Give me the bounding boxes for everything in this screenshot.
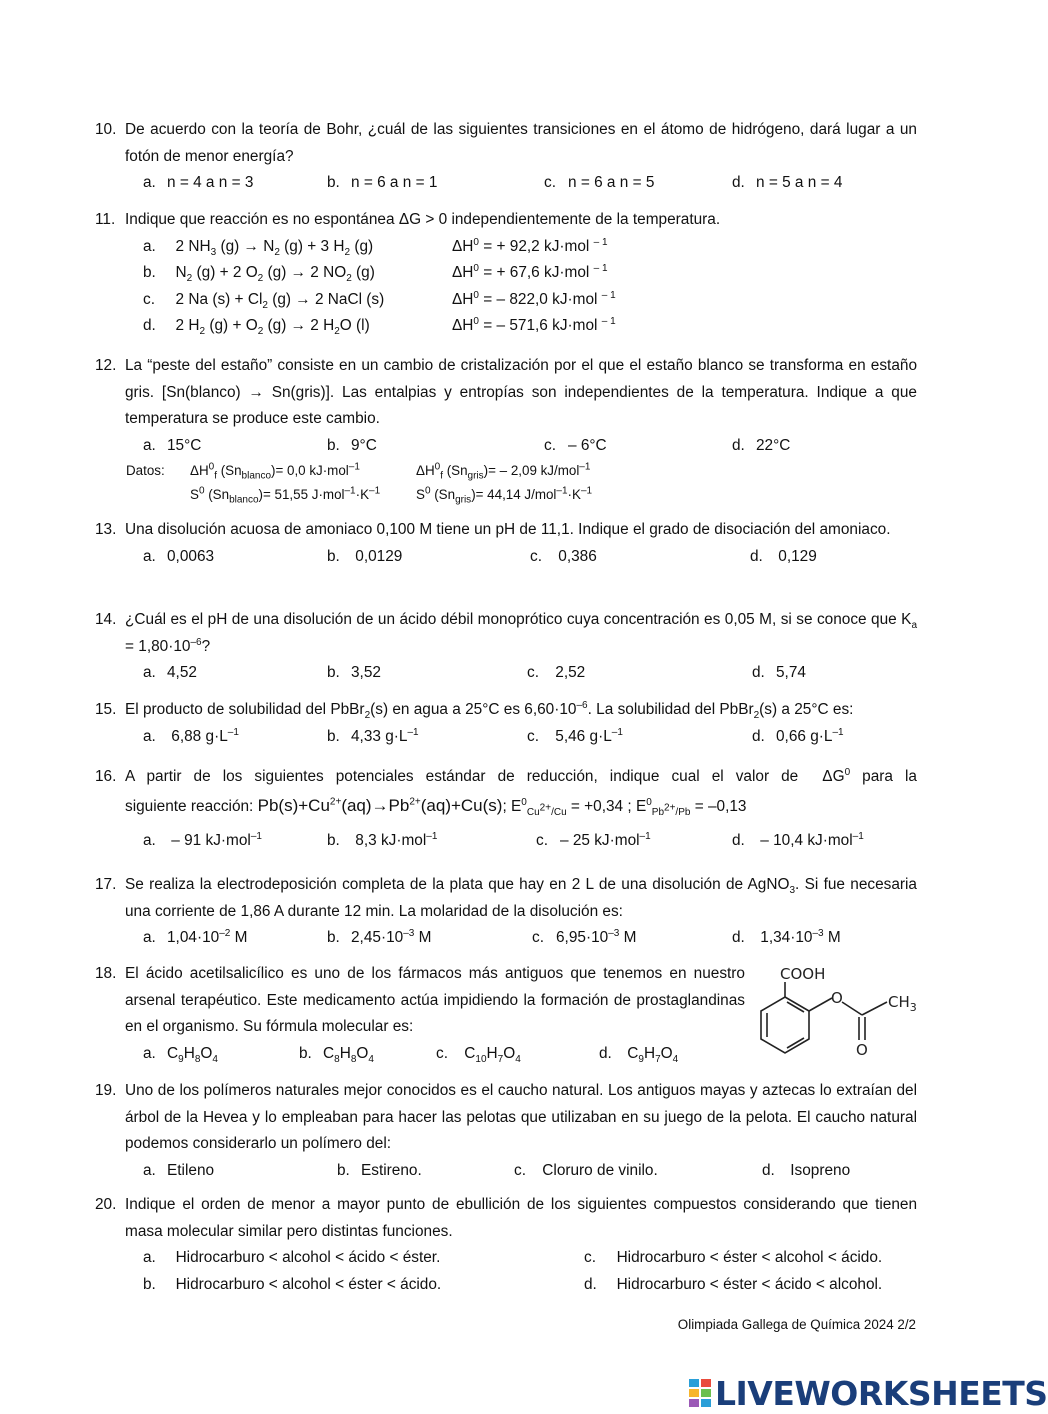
option-d[interactable]: d. $1,34\cdot 10^{-3}$ M [732,927,841,946]
liveworksheets-logo [689,1373,1048,1413]
page-footer: Olimpiada Gallega de Química 2024 2/2 [677,1317,916,1332]
option-b[interactable]: b. Estireno. [337,1161,422,1179]
question-number: 18. [95,965,117,982]
option-d[interactable]: d. 2 $H_2$ $(g) + O_2$ (g) → 2 $H_2O$ (l) $\Delta H^0$ = – 571,6 kJ·mol $^{- 1}$ [143,315,616,338]
question-13 [95,517,917,570]
option-a[interactable]: a. 0,0063 [143,547,215,565]
option-c[interactable]: c. n = 6 a n = 5 [544,174,655,191]
question-text: De acuerdo con la teoría de Bohr, ¿cuál de las siguientes transiciones en el átomo de hidrógeno, dará lugar a un fotón de menor energía? [125,121,917,165]
question-12 [95,353,917,507]
option-c[interactable]: c. 2,52 [527,664,586,681]
option-a[interactable]: a. 2 $NH_3$ $(g) \to N_2$ (g) + 3 $H_2$ (g) $\Delta H^0$ = + 92,2 kJ·mol $^{- 1}$ [143,236,608,258]
option-d[interactable]: d. $C_9H_7O_4$ [599,1044,679,1065]
question-number: 14. [95,611,117,628]
option-d[interactable]: d. 22°C [732,436,791,454]
datos-label: Datos: [126,463,165,478]
option-c[interactable]: c. – 6°C [544,436,607,454]
question-text: La “peste del estaño” consiste en un cambio de cristalización por el que el estaño blanco se transforma en estaño gris. [Sn(blanco) → Sn(gris)]. Las entalpias y entropías son independientes de la temperatura. Indique a que temperatura se produce este cambio. [125,357,917,427]
option-c[interactable]: c. $C_{10}H_7O_4$ [436,1044,521,1065]
option-b[interactable]: b. 0,0129 [327,547,403,565]
question-number: 12. [95,357,117,374]
logo-icon [689,1379,711,1407]
question-text: Una disolución acuosa de amoniaco 0,100 M tiene un pH de 11,1. Indique el grado de disociación del amoniaco. [125,521,891,538]
option-a[interactable]: a. n = 4 a n = 3 [143,174,254,191]
question-text: El producto de solubilidad del PbBr$_2$(s) en agua a 25°C es $6,60\cdot 10^{-6}$. La solubilidad del PbBr$_2$(s) a 25°C es: [125,699,854,722]
question-text: Indique que reacción es no espontánea ΔG > 0 independientemente de la temperatura. [125,211,721,228]
ch3-label: $CH_3$ [888,993,917,1014]
option-a[interactable]: a. – 91 kJ·mol$^{-1}$ [143,830,262,849]
h-gris: $\Delta H^0_f$ $(Sn_{gris})= - 2,09$ kJ/mol$^{-1}$ [416,461,591,482]
option-a[interactable]: a. 6,88 $g\cdot L^{-1}$ [143,726,239,745]
question-number: 20. [95,1196,117,1213]
question-14 [95,607,917,687]
question-17 [95,872,917,952]
option-b[interactable]: b. 3,52 [327,664,381,681]
option-d[interactable]: d. 5,74 [752,664,806,681]
option-a[interactable]: a. 15°C [143,436,202,454]
option-b[interactable]: b. n = 6 a n = 1 [327,174,438,191]
option-d[interactable]: d. – 10,4 kJ·mol$^{-1}$ [732,830,864,849]
question-11 [95,207,917,340]
option-d[interactable]: d. Hidrocarburo < éster < ácido < alcohol. [584,1275,883,1293]
question-10 [95,117,917,197]
option-c[interactable]: c. – 25 kJ·mol$^{-1}$ [536,830,651,849]
question-number: 17. [95,876,117,893]
question-16 [95,764,917,854]
question-20 [95,1192,917,1298]
data-block [95,459,917,507]
option-b[interactable]: b. 8,3 kJ·mol$^{-1}$ [327,830,438,849]
option-a[interactable]: a. Etileno [143,1161,215,1179]
question-number: 15. [95,701,117,718]
option-d[interactable]: d. 0,129 [750,547,817,565]
option-b[interactable]: b. $2,45\cdot 10^{-3}$ M [327,927,432,946]
option-c[interactable]: c. Cloruro de vinilo. [514,1161,658,1179]
option-b[interactable]: b. 9°C [327,436,377,454]
option-b[interactable]: b. Hidrocarburo < alcohol < éster < ácido. [143,1275,442,1293]
option-a[interactable]: a. $C_9H_8O_4$ [143,1044,218,1065]
question-text: El ácido acetilsalicílico es uno de los fármacos más antiguos que tenemos en nuestro arsenal terapéutico. Este medicamento actúa impidiendo la formación de prostaglandinas en el organismo. Su fórmula molecular es: [125,965,745,1035]
option-b[interactable]: b. $C_8H_8O_4$ [299,1044,374,1065]
carbonyl-oxygen-label: O [856,1041,868,1059]
question-text: A partir de los siguientes potenciales estándar de reducción, indique cual el valor de $\Delta G^0$ para la [125,766,917,785]
s-gris: $S^0$ $(Sn_{gris})= 44,14$ $J/mol^{-1}\cdot K^{-1}$ [416,485,593,506]
option-c[interactable]: c. 0,386 [530,547,597,565]
aspirin-structure-diagram [752,962,922,1062]
question-number: 11. [95,211,116,228]
cooh-label: COOH [780,965,826,983]
option-c[interactable]: c. Hidrocarburo < éster < alcohol < ácido. [584,1249,883,1266]
option-c[interactable]: c. $6,95\cdot 10^{-3}$ M [532,927,637,946]
brand-text: LIVEWORKSHEETS [715,1373,1048,1413]
option-a[interactable]: a. 4,52 [143,664,197,681]
s-blanco: $S^0$ $(Sn_{blanco})= 51,55$ $J\cdot mol^{-1}\cdot K^{-1}$ [190,485,381,506]
question-text: Uno de los polímeros naturales mejor conocidos es el caucho natural. Los antiguos mayas y aztecas lo extraían del árbol de la Hevea y lo empleaban para hacer las pelotas que utilizaban en su juego de la pelota. El caucho natural podemos considerarlo un polímero del: [125,1082,917,1152]
question-reaction: siguiente reacción: $Pb(s)+Cu^{2+}(aq)\to Pb^{2+}(aq)+Cu(s)$; $E^0_{Cu^{2+}/Cu} = +0,34$ ; $E^0_{Pb^{2+}/Pb} = -0,13$ [125,795,747,818]
ester-oxygen-label: O [831,989,843,1007]
question-number: 13. [95,521,117,538]
option-b[interactable]: b. $N_2$ (g) + 2 $O_2$ (g) → 2 $NO_2$ (g) $\Delta H^0$ = + 67,6 kJ·mol $^{- 1}$ [143,262,608,285]
option-b[interactable]: b. 4,33 $g\cdot L^{-1}$ [327,726,419,745]
question-19 [95,1078,917,1184]
question-number: 19. [95,1082,117,1099]
option-d[interactable]: d. 0,66 $g\cdot L^{-1}$ [752,726,844,745]
question-text: ¿Cuál es el pH de una disolución de un ácido débil monoprótico cuya concentración es 0,05 M, si se conoce que $K_a = 1,80\cdot 10^{-6}$? [125,611,917,655]
question-text: Se realiza la electrodeposición completa de la plata que hay en 2 L de una disolución de AgNO$_3$. Si fue necesaria una corriente de 1,86 A durante 12 min. La molaridad de la disolución es: [125,876,917,920]
question-15 [95,697,917,750]
question-number: 10. [95,121,117,138]
question-number: 16. [95,768,117,785]
option-d[interactable]: d. Isopreno [762,1161,851,1179]
option-a[interactable]: a. $1,04\cdot 10^{-2}$ M [143,927,248,946]
option-c[interactable]: c. 5,46 $g\cdot L^{-1}$ [527,726,623,745]
option-d[interactable]: d. n = 5 a n = 4 [732,174,843,191]
question-text: Indique el orden de menor a mayor punto de ebullición de los siguientes compuestos considerando que tienen masa molecular similar pero distintas funciones. [125,1196,917,1240]
h-blanco: $\Delta H^0_f$ $(Sn_{blanco})= 0,0$ kJ·mol$^{-1}$ [190,461,360,482]
option-c[interactable]: c. 2 Na $(s) + Cl_2$ (g) → 2 NaCl (s) $\Delta H^0$ = – 822,0 kJ·mol $^{- 1}$ [143,289,616,311]
option-a[interactable]: a. Hidrocarburo < alcohol < ácido < éster. [143,1249,441,1266]
